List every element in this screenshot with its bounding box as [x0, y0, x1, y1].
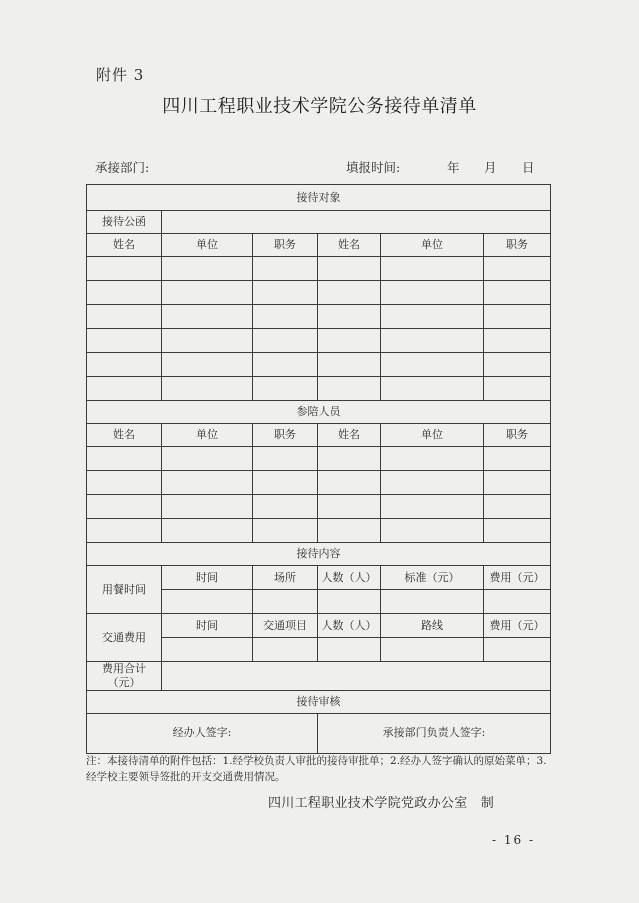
- table-cell[interactable]: [318, 590, 381, 614]
- table-cell[interactable]: [253, 257, 318, 281]
- year-label: 年: [447, 160, 460, 175]
- reception-col-name-2: 姓名: [318, 234, 381, 257]
- meal-col-cost: 费用（元）: [484, 566, 551, 590]
- table-cell[interactable]: [87, 353, 162, 377]
- table-cell[interactable]: [87, 377, 162, 401]
- table-cell[interactable]: [484, 377, 551, 401]
- reception-row: [87, 329, 551, 353]
- table-cell[interactable]: [318, 377, 381, 401]
- table-cell[interactable]: [381, 329, 484, 353]
- table-cell[interactable]: [87, 519, 162, 543]
- accompany-col-unit: 单位: [162, 424, 253, 447]
- accompany-row: [87, 447, 551, 471]
- meal-col-people: 人数（人）: [318, 566, 381, 590]
- table-cell[interactable]: [87, 447, 162, 471]
- attachment-label: 附件 3: [96, 66, 145, 84]
- table-cell[interactable]: [484, 638, 551, 662]
- meal-time-label: 用餐时间: [87, 566, 162, 614]
- issuer-label: 四川工程职业技术学院党政办公室 制: [268, 796, 495, 811]
- table-cell[interactable]: [253, 329, 318, 353]
- transport-col-people: 人数（人）: [318, 614, 381, 638]
- table-cell[interactable]: [162, 257, 253, 281]
- table-cell[interactable]: [162, 590, 253, 614]
- table-cell[interactable]: [484, 590, 551, 614]
- total-cost-field[interactable]: [162, 662, 551, 691]
- table-cell[interactable]: [381, 590, 484, 614]
- table-cell[interactable]: [381, 305, 484, 329]
- table-cell[interactable]: [381, 257, 484, 281]
- reception-row: [87, 257, 551, 281]
- section-reception: 接待对象: [87, 185, 551, 211]
- table-cell[interactable]: [87, 329, 162, 353]
- table-cell[interactable]: [87, 495, 162, 519]
- meal-col-time: 时间: [162, 566, 253, 590]
- table-cell[interactable]: [87, 471, 162, 495]
- table-cell[interactable]: [87, 305, 162, 329]
- accompany-col-name: 姓名: [87, 424, 162, 447]
- transport-col-route: 路线: [381, 614, 484, 638]
- table-cell[interactable]: [318, 495, 381, 519]
- total-cost-label: 费用合计（元）: [87, 662, 162, 691]
- table-cell[interactable]: [87, 257, 162, 281]
- reception-row: [87, 377, 551, 401]
- table-cell[interactable]: [484, 305, 551, 329]
- month-label: 月: [484, 160, 497, 175]
- transport-col-time: 时间: [162, 614, 253, 638]
- table-cell[interactable]: [484, 519, 551, 543]
- table-cell[interactable]: [253, 377, 318, 401]
- page-number: - 16 -: [492, 833, 536, 847]
- meal-col-standard: 标准（元）: [381, 566, 484, 590]
- fill-time-label: 填报时间:: [346, 160, 401, 175]
- reception-col-name: 姓名: [87, 234, 162, 257]
- table-cell[interactable]: [253, 495, 318, 519]
- section-content: 接待内容: [87, 543, 551, 566]
- table-cell[interactable]: [253, 471, 318, 495]
- accompany-row: [87, 471, 551, 495]
- table-cell[interactable]: [162, 377, 253, 401]
- table-cell[interactable]: [253, 447, 318, 471]
- table-cell[interactable]: [162, 495, 253, 519]
- table-cell[interactable]: [253, 519, 318, 543]
- table-cell[interactable]: [318, 329, 381, 353]
- table-cell[interactable]: [381, 471, 484, 495]
- table-cell[interactable]: [484, 281, 551, 305]
- table-cell[interactable]: [484, 447, 551, 471]
- reception-row: [87, 305, 551, 329]
- day-label: 日: [522, 160, 535, 175]
- table-cell[interactable]: [484, 257, 551, 281]
- accompany-row: [87, 495, 551, 519]
- table-cell[interactable]: [253, 305, 318, 329]
- reception-col-unit-2: 单位: [381, 234, 484, 257]
- handler-signature[interactable]: 经办人签字:: [87, 713, 318, 753]
- transport-col-item: 交通项目: [253, 614, 318, 638]
- table-cell[interactable]: [381, 281, 484, 305]
- table-cell[interactable]: [162, 471, 253, 495]
- table-cell[interactable]: [381, 638, 484, 662]
- section-review: 接待审核: [87, 690, 551, 713]
- reception-col-position: 职务: [253, 234, 318, 257]
- table-cell[interactable]: [381, 377, 484, 401]
- reception-form-table: [86, 184, 551, 754]
- table-cell[interactable]: [381, 447, 484, 471]
- table-cell[interactable]: [162, 519, 253, 543]
- accompany-col-name-2: 姓名: [318, 424, 381, 447]
- dept-leader-signature[interactable]: 承接部门负责人签字:: [318, 713, 551, 753]
- table-cell[interactable]: [381, 495, 484, 519]
- table-cell[interactable]: [253, 590, 318, 614]
- dept-label: 承接部门:: [95, 160, 150, 175]
- table-cell[interactable]: [162, 447, 253, 471]
- meal-col-place: 场所: [253, 566, 318, 590]
- table-cell[interactable]: [253, 638, 318, 662]
- table-cell[interactable]: [318, 353, 381, 377]
- section-accompany: 参陪人员: [87, 401, 551, 424]
- table-cell[interactable]: [484, 471, 551, 495]
- table-cell[interactable]: [484, 353, 551, 377]
- table-cell[interactable]: [318, 281, 381, 305]
- accompany-row: [87, 519, 551, 543]
- table-cell[interactable]: [162, 353, 253, 377]
- table-cell[interactable]: [318, 519, 381, 543]
- accompany-col-unit-2: 单位: [381, 424, 484, 447]
- reception-col-unit: 单位: [162, 234, 253, 257]
- table-cell[interactable]: [162, 305, 253, 329]
- document-title: 四川工程职业技术学院公务接待单清单: [162, 96, 477, 117]
- reception-letter-field[interactable]: [162, 211, 551, 234]
- table-cell[interactable]: [381, 353, 484, 377]
- table-cell[interactable]: [253, 353, 318, 377]
- table-cell[interactable]: [162, 329, 253, 353]
- footnote: 注：本接待清单的附件包括：1.经学校负责人审批的接待审批单；2.经办人签字确认的原始菜单；3.经学校主要领导签批的开支交通费用情况。: [86, 755, 547, 783]
- table-cell[interactable]: [162, 281, 253, 305]
- transport-col-cost: 费用（元）: [484, 614, 551, 638]
- table-cell[interactable]: [87, 281, 162, 305]
- table-cell[interactable]: [253, 281, 318, 305]
- table-cell[interactable]: [318, 471, 381, 495]
- transport-cost-label: 交通费用: [87, 614, 162, 662]
- table-cell[interactable]: [484, 495, 551, 519]
- table-cell[interactable]: [318, 447, 381, 471]
- table-cell[interactable]: [484, 329, 551, 353]
- table-cell[interactable]: [318, 638, 381, 662]
- table-cell[interactable]: [381, 519, 484, 543]
- reception-row: [87, 281, 551, 305]
- table-cell[interactable]: [318, 305, 381, 329]
- reception-letter-label: 接待公函: [87, 211, 162, 234]
- table-cell[interactable]: [318, 257, 381, 281]
- table-cell[interactable]: [162, 638, 253, 662]
- accompany-col-position-2: 职务: [484, 424, 551, 447]
- accompany-col-position: 职务: [253, 424, 318, 447]
- reception-row: [87, 353, 551, 377]
- reception-col-position-2: 职务: [484, 234, 551, 257]
